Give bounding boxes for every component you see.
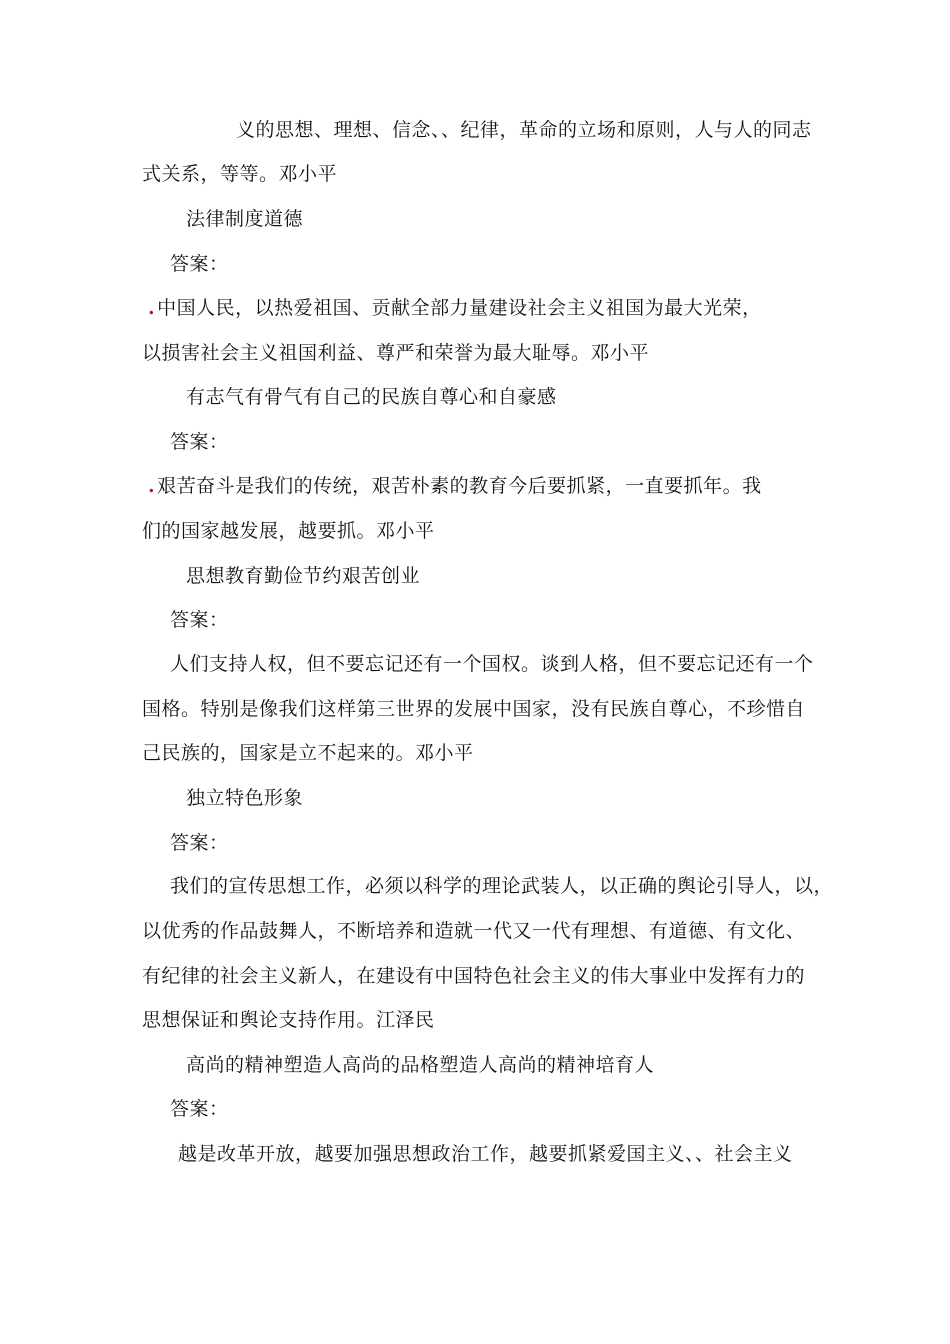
question-keywords: 独立特色形象 <box>186 787 304 809</box>
answer-label: 答案： <box>170 253 229 275</box>
paragraph-line: 思想保证和舆论支持作用。江泽民 <box>142 1009 435 1031</box>
answer-label: 答案： <box>170 609 229 631</box>
paragraph-line: 国格。特别是像我们这样第三世界的发展中国家，没有民族自尊心，不珍惜自 <box>142 698 806 720</box>
paragraph-line <box>148 295 762 321</box>
paragraph-line: 人们支持人权，但不要忘记还有一个国权。谈到人格，但不要忘记还有一个 <box>170 653 814 675</box>
paragraph-text: 中国人民，以热爱祖国、贡献全部力量建设社会主义祖国为最大光荣， <box>157 297 762 319</box>
question-keywords: 思想教育勤俭节约艰苦创业 <box>186 565 421 587</box>
paragraph-line: 越是改革开放，越要加强思想政治工作，越要抓紧爱国主义、、社会主义 <box>178 1143 793 1165</box>
answer-label: 答案： <box>170 832 229 854</box>
paragraph-text: 艰苦奋斗是我们的传统，艰苦朴素的教育今后要抓紧，一直要抓年。我 <box>157 475 762 497</box>
list-marker: . <box>148 297 156 319</box>
paragraph-line: 有纪律的社会主义新人，在建设有中国特色社会主义的伟大事业中发挥有力的 <box>142 965 806 987</box>
paragraph-line: 们的国家越发展，越要抓。邓小平 <box>142 520 435 542</box>
question-keywords: 法律制度道德 <box>186 208 304 230</box>
paragraph-line <box>148 473 762 499</box>
paragraph-line: 以损害社会主义祖国利益、尊严和荣誉为最大耻辱。邓小平 <box>142 342 650 364</box>
paragraph-line: 义的思想、理想、信念、、纪律，革命的立场和原则，人与人的同志 <box>236 119 812 141</box>
paragraph-line: 己民族的，国家是立不起来的。邓小平 <box>142 742 474 764</box>
question-keywords: 高尚的精神塑造人高尚的品格塑造人高尚的精神培育人 <box>186 1054 655 1076</box>
answer-label: 答案： <box>170 1098 229 1120</box>
paragraph-line: 式关系，等等。邓小平 <box>142 163 338 185</box>
paragraph-line: 我们的宣传思想工作，必须以科学的理论武装人，以正确的舆论引导人，以， <box>170 875 834 897</box>
answer-label: 答案： <box>170 431 229 453</box>
question-keywords: 有志气有骨气有自己的民族自尊心和自豪感 <box>186 386 557 408</box>
list-marker: . <box>148 475 156 497</box>
paragraph-line: 以优秀的作品鼓舞人，不断培养和造就一代又一代有理想、有道德、有文化、 <box>142 920 806 942</box>
